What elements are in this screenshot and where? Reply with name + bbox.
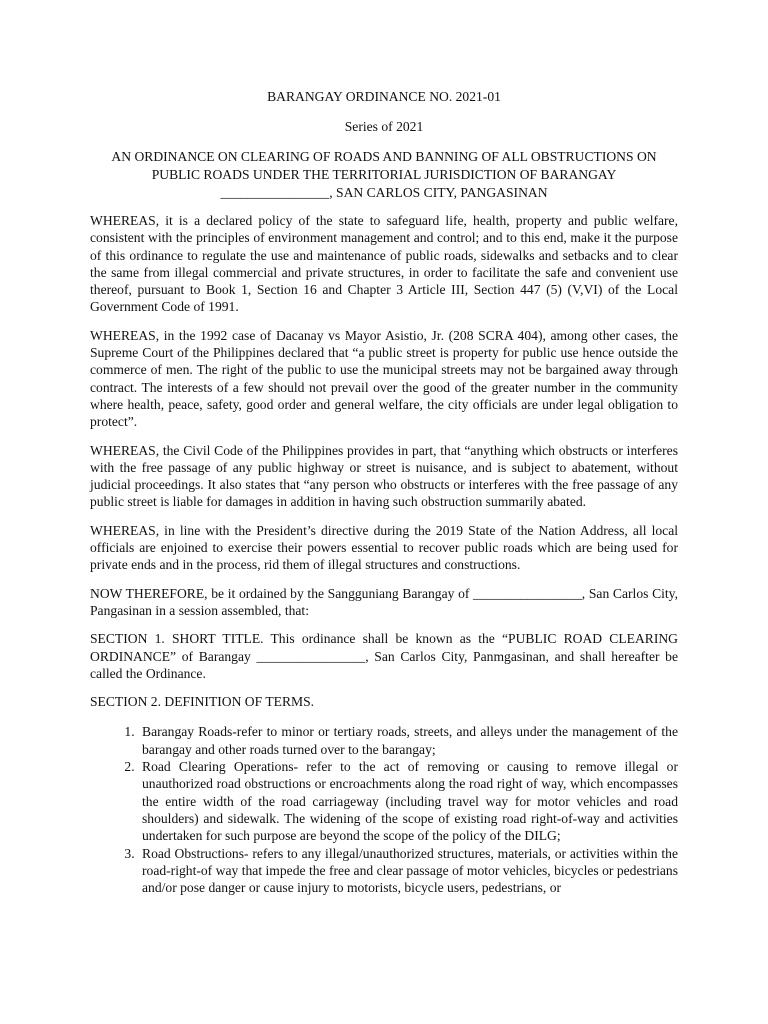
ordinance-series: Series of 2021 — [344, 119, 424, 134]
whereas-paragraph-2: WHEREAS, in the 1992 case of Dacanay vs Mayor Asistio, Jr. (208 SCRA 404), among other cases, the Supreme Court of the Philippines declared that “a public street is property for public use hence outside the commerce of men. The right of the public to use the municipal streets may not be bargained away through contract. The interests of a few should not prevail over the good of the greater number in the community where health, peace, safety, good order and general welfare, the city officials are under legal obligation to protect”. — [90, 327, 678, 430]
ordinance-heading — [90, 148, 678, 202]
list-item: 3. Road Obstructions- refers to any illegal/unauthorized structures, materials, or activities within the road-right-of way that impede the free and clear passage of motor vehicles, bicycles or pedestrians and/or pose danger or cause injury to motorists, bicycle users, pedestrians, or — [138, 845, 678, 897]
list-item: 1. Barangay Roads-refer to minor or tertiary roads, streets, and alleys under the management of the barangay and other roads turned over to the barangay; — [138, 723, 678, 758]
definitions-list — [90, 723, 678, 896]
now-therefore-paragraph: NOW THEREFORE, be it ordained by the Sangguniang Barangay of ________________, San Carlos City, Pangasinan in a session assembled, that: — [90, 585, 678, 618]
ordinance-title: BARANGAY ORDINANCE NO. 2021-01 — [267, 89, 501, 104]
whereas-paragraph-4: WHEREAS, in line with the President’s directive during the 2019 State of the Nation Address, all local officials are enjoined to exercise their powers essential to recover public roads which are being used for private ends and in the process, rid them of illegal structures and constructions. — [90, 522, 678, 573]
heading-line: AN ORDINANCE ON CLEARING OF ROADS AND BANNING OF ALL OBSTRUCTIONS ON — [111, 149, 657, 164]
heading-line: ________________, SAN CARLOS CITY, PANGASINAN — [220, 185, 548, 200]
whereas-paragraph-1: WHEREAS, it is a declared policy of the state to safeguard life, health, property and public welfare, consistent with the principles of environment management and control; and to this end, make it the purpose of this ordinance to regulate the use and maintenance of public roads, sidewalks and setbacks and to clear the same from illegal commercial and private structures, in order to facilitate the safe and convenient use thereof, pursuant to Book 1, Section 16 and Chapter 3 Article III, Section 447 (5) (V,VI) of the Local Government Code of 1991. — [90, 213, 678, 315]
list-item: 2. Road Clearing Operations- refer to the act of removing or causing to remove illegal or unauthorized road obstructions or encroachments along the road right of way, which encompasses the entire width of the road carriageway (including travel way for motor vehicles and road shoulders) and sidewalk. The widening of the scope of existing road right-of-way and activities undertaken for such purpose are beyond the scope of the policy of the DILG; — [138, 758, 678, 844]
heading-line: PUBLIC ROADS UNDER THE TERRITORIAL JURISDICTION OF BARANGAY — [151, 167, 617, 182]
whereas-paragraph-3: WHEREAS, the Civil Code of the Philippines provides in part, that “anything which obstructs or interferes with the free passage of any public highway or street is nuisance, and is subject to abatement, without judicial proceedings. It also states that “any person who obstructs or interferes with the free passage of any public street is liable for damages in addition in having such obstruction summarily abated. — [90, 442, 678, 510]
section-1-paragraph: SECTION 1. SHORT TITLE. This ordinance shall be known as the “PUBLIC ROAD CLEARING ORDINANCE” of Barangay ________________, San Carlos City, Panmgasinan, and shall hereafter be called the Ordinance. — [90, 631, 678, 681]
section-2-heading: SECTION 2. DEFINITION OF TERMS. — [90, 694, 315, 710]
